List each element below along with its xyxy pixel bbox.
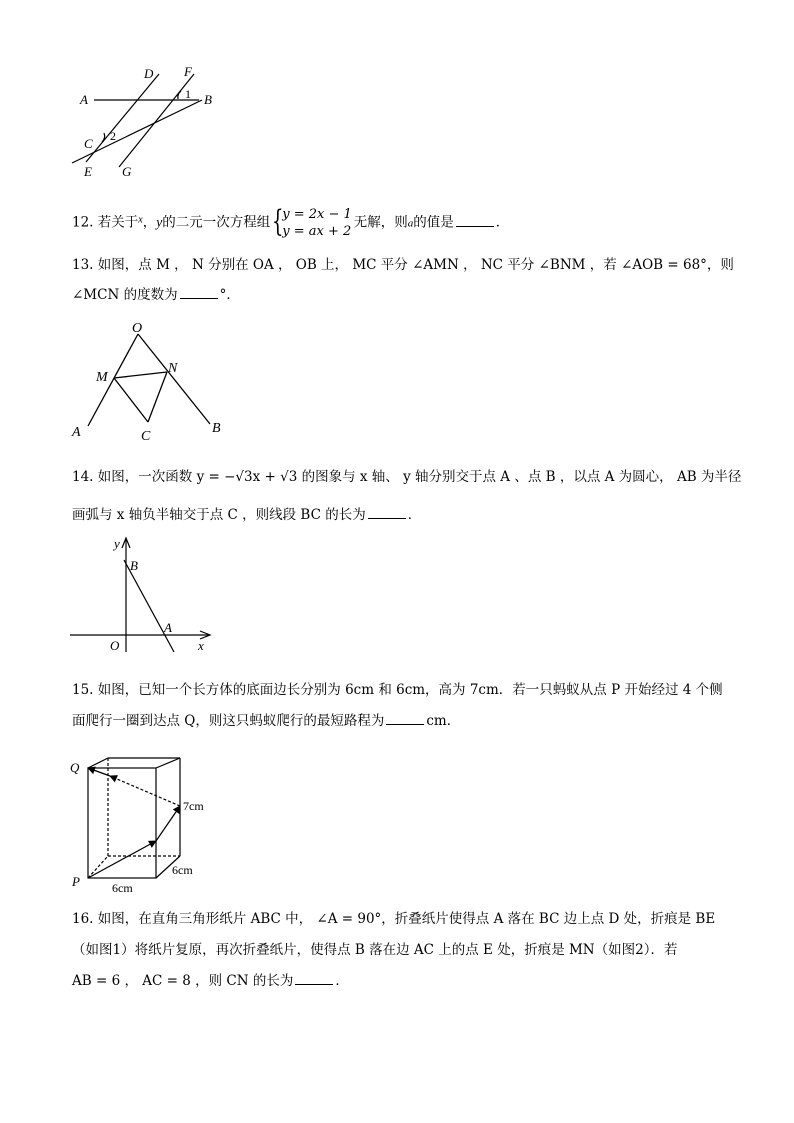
q14-answer-blank[interactable] [368,506,406,519]
q12-equation-2: y = ax + 2 [282,224,352,239]
question-15-line-2 [72,712,732,730]
q12-number: 12. [72,214,94,231]
q12-equation-1: y = 2x − 1 [282,207,352,222]
q12-text-4: 无解，则 [353,214,408,231]
label-B: B [130,558,138,573]
figure-parallel-lines [64,62,234,184]
question-13 [72,256,732,274]
q12-var-x: x [138,214,143,226]
q14-line-2a: 画弧与 x 轴负半轴交于点 C ，则线段 BC 的长为 [72,507,366,523]
label-C: C [141,429,151,444]
label-height: 7cm [183,799,204,813]
q13-answer-blank[interactable] [180,286,218,299]
q13-line-1: 如图，点 M ， N 分别在 OA ， OB 上， MC 平分 ∠AMN ， NC 平分 ∠BNM ，若 ∠AOB = 68°，则 [97,257,734,273]
q12-text-5: 的值是 [413,214,454,231]
label-angle-2: 2 [110,129,116,143]
q14-line-1: 如图，一次函数 y = −√3x + √3 的图象与 x 轴、 y 轴分别交于点 A 、点 B ，以点 A 为圆心， AB 为半径 [97,469,742,485]
label-B: B [204,92,212,107]
label-width-front: 6cm [112,881,133,895]
question-14-line-2 [72,506,732,524]
question-15 [72,681,732,699]
q12-text-1: 若关于 [97,214,139,231]
q13-line-2a: ∠MCN 的度数为 [72,287,178,303]
q14-number: 14. [72,469,94,485]
q15-number: 15. [72,682,94,698]
label-F: F [184,64,192,79]
figure-coordinate-plane [64,532,224,657]
label-P: P [72,874,80,889]
question-12 [72,206,732,240]
label-A: A [164,620,172,635]
q12-var-a: a [407,217,414,230]
label-y-axis: y [114,536,120,551]
q12-var-y: y [156,214,163,230]
q15-answer-blank[interactable] [386,712,424,725]
label-A: A [80,92,88,107]
label-angle-1: 1 [185,87,191,101]
label-G: G [122,164,132,179]
question-13-line-2 [72,286,732,304]
q13-number: 13. [72,257,94,273]
figure-cuboid [64,750,234,896]
q12-answer-blank[interactable] [456,214,494,227]
question-14 [72,468,742,486]
q16-answer-blank[interactable] [295,972,333,985]
q16-line-2: （如图1）将纸片复原，再次折叠纸片，使得点 B 落在边 AC 上的点 E 处，折痕是 MN（如图2）．若 [72,942,678,958]
q13-line-2b: °． [219,287,240,303]
label-O: O [110,638,120,653]
q16-line-1: 如图，在直角三角形纸片 ABC 中， ∠A = 90°，折叠纸片使得点 A 落在 BC 边上点 D 处，折痕是 BE [97,911,716,927]
q12-text-2: ， [142,214,157,231]
question-16 [72,910,732,928]
q15-line-1: 如图，已知一个长方体的底面边长分别为 6cm 和 6cm，高为 7cm．若一只蚂蚁从点 P 开始经过 4 个侧 [97,682,723,698]
label-x-axis: x [198,638,204,653]
label-C: C [84,136,93,151]
q16-number: 16. [72,911,94,927]
q16-line-3a: AB = 6 ， AC = 8 ，则 CN 的长为 [72,973,294,989]
label-E: E [84,164,92,179]
q15-line-2b: cm． [426,713,461,729]
question-16-line-2 [72,941,732,959]
label-D: D [144,66,154,81]
q14-line-2b: ． [407,507,422,523]
label-M: M [96,370,108,385]
label-width-side: 6cm [172,863,193,877]
label-A: A [72,425,81,440]
question-16-line-3 [72,972,732,990]
q12-equation-system: { y = 2x − 1 y = ax + 2 [272,204,352,239]
figure-angle-omb [64,314,234,446]
q16-line-3b: ． [335,973,349,989]
q15-line-2a: 面爬行一圈到达点 Q，则这只蚂蚁爬行的最短路程为 [72,713,385,729]
q12-end: ． [495,214,510,231]
label-B: B [212,421,221,436]
q12-text-3: 的二元一次方程组 [162,214,271,231]
label-Q: Q [70,760,80,775]
label-N: N [168,361,178,376]
label-O: O [132,321,143,336]
